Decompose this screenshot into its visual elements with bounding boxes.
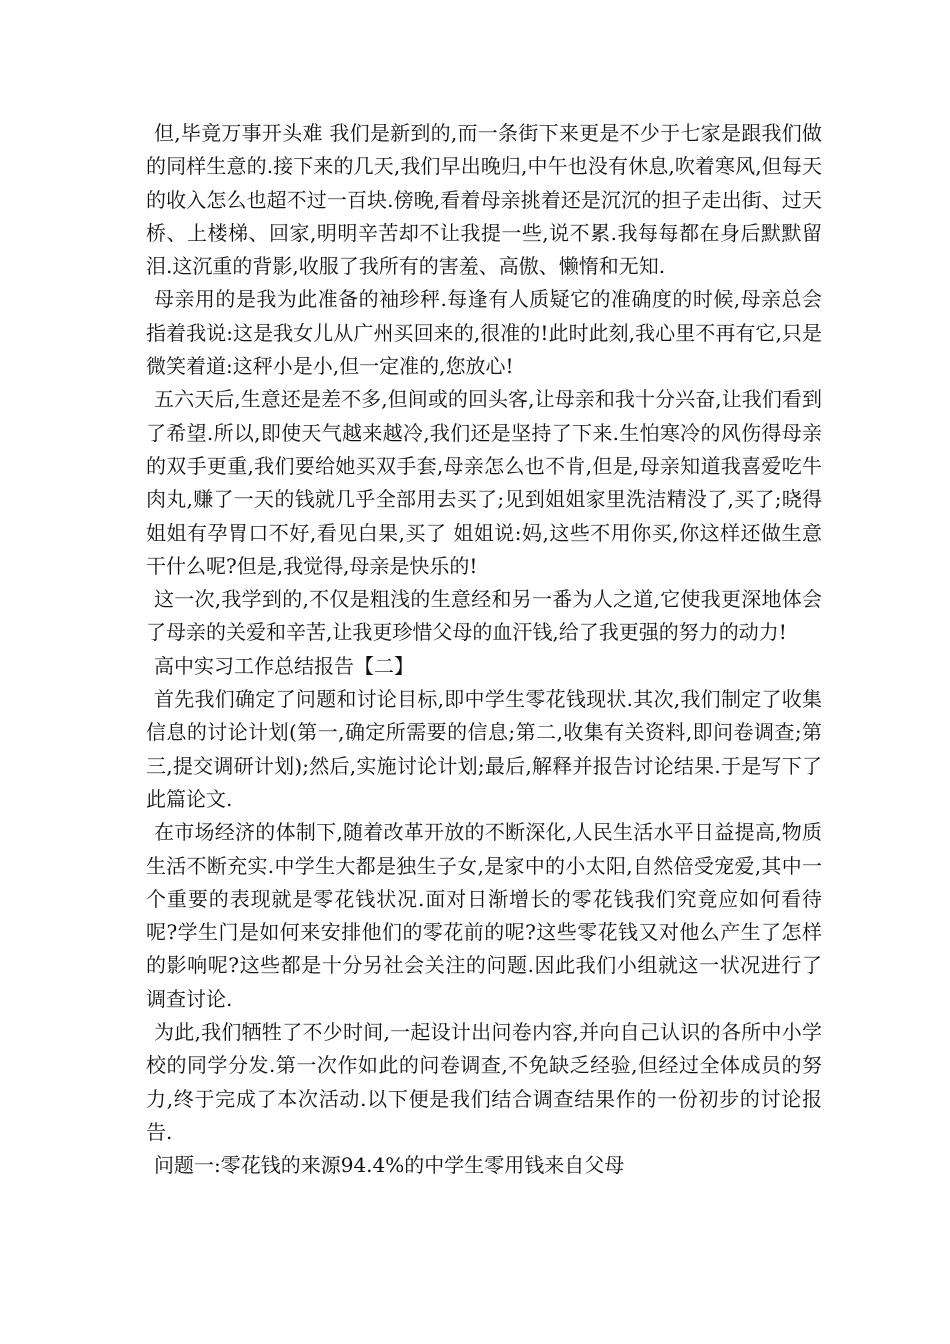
section-heading: 高中实习工作总结报告【二】 xyxy=(154,653,414,678)
paragraph-4: 这一次,我学到的,不仅是粗浅的生意经和另一番为人之道,它使我更深地体会了母亲的关爱和辛苦,让我更珍惜父母的血汗钱,给了我更强的努力的动力! xyxy=(146,587,822,645)
paragraph-2: 母亲用的是我为此准备的袖珍秤.每逢有人质疑它的准确度的时候,母亲总会指着我说:这是我女儿从广州买回来的,很准的!此时此刻,我心里不再有它,只是微笑着道:这秤小是小,但一定准的,您放心! xyxy=(146,287,822,379)
paragraph-8: 问题一:零花钱的来源94.4%的中学生零用钱来自父母 xyxy=(154,1153,625,1178)
paragraph-5: 首先我们确定了问题和讨论目标,即中学生零花钱现状.其次,我们制定了收集信息的讨论计划(第一,确定所需要的信息;第二,收集有关资料,即问卷调查;第三,提交调研计划);然后,实施讨论计划;最后,解释并报告讨论结果.于是写下了此篇论文. xyxy=(146,687,822,811)
paragraph-7: 为此,我们牺牲了不少时间,一起设计出问卷内容,并向自己认识的各所中小学校的同学分发.第一次作如此的问卷调查,不免缺乏经验,但经过全体成员的努力,终于完成了本次活动.以下便是我们结合调查结果作的一份初步的讨论报告. xyxy=(146,1020,822,1144)
document-body xyxy=(146,117,822,1183)
paragraph-1: 但,毕竟万事开头难 我们是新到的,而一条街下来更是不少于七家是跟我们做的同样生意的.接下来的几天,我们早出晚归,中午也没有休息,吹着寒风,但每天的收入怎么也超不过一百块.傍晚,看着母亲挑着还是沉沉的担子走出街、过天桥、上楼梯、回家,明明辛苦却不让我提一些,说不累.我每每都在身后默默留泪.这沉重的背影,收服了我所有的害羞、高傲、懒惰和无知. xyxy=(146,121,822,279)
paragraph-6: 在市场经济的体制下,随着改革开放的不断深化,人民生活水平日益提高,物质生活不断充实.中学生大都是独生子女,是家中的小太阳,自然倍受宠爱,其中一个重要的表现就是零花钱状况.面对日渐增长的零花钱我们究竟应如何看待呢?学生门是如何来安排他们的零花前的呢?这些零花钱又对他么产生了怎样的影响呢?这些都是十分另社会关注的问题.因此我们小组就这一状况进行了调查讨论. xyxy=(146,820,822,1011)
paragraph-3: 五六天后,生意还是差不多,但间或的回头客,让母亲和我十分兴奋,让我们看到了希望.所以,即使天气越来越冷,我们还是坚持了下来.生怕寒冷的风伤得母亲的双手更重,我们要给她买双手套,母亲怎么也不肯,但是,母亲知道我喜爱吃牛肉丸,赚了一天的钱就几乎全部用去买了;见到姐姐家里洗洁精没了,买了;晓得姐姐有孕胃口不好,看见白果,买了 姐姐说:妈,这些不用你买,你这样还做生意干什么呢?但是,我觉得,母亲是快乐的! xyxy=(146,387,822,578)
